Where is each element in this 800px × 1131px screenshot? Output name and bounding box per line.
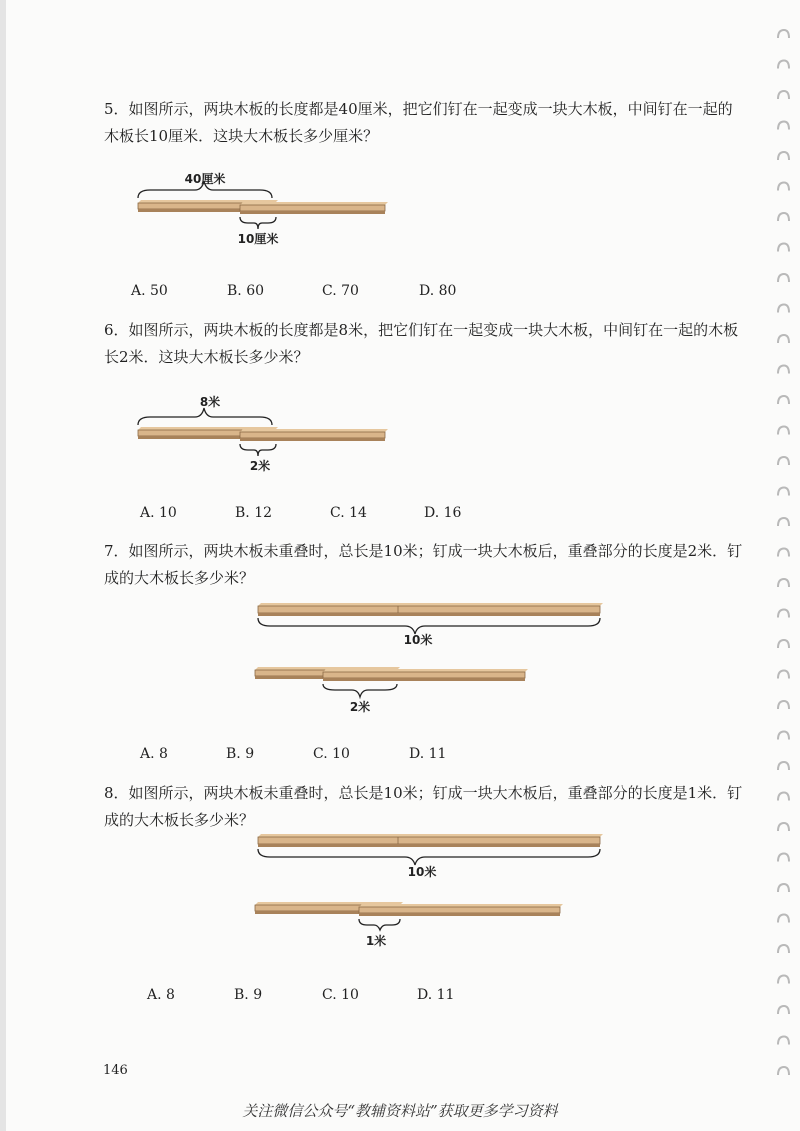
spiral-ring (778, 183, 789, 191)
spiral-ring (778, 396, 789, 404)
spiral-ring (778, 976, 789, 984)
label-2m-q7: 2米 (349, 700, 371, 714)
label-10m-q8: 10米 (407, 865, 437, 879)
brace-8m (138, 408, 272, 425)
option-c[interactable]: C. 10 (313, 746, 350, 762)
label-2m: 2米 (249, 459, 271, 473)
option-d[interactable]: D. 11 (417, 987, 455, 1003)
question-8 (104, 780, 744, 834)
option-b[interactable]: B. 9 (226, 746, 255, 762)
spiral-ring (778, 457, 789, 465)
option-d[interactable]: D. 16 (424, 505, 462, 521)
spiral-ring (778, 579, 789, 587)
spiral-ring (778, 30, 789, 38)
spiral-ring (778, 732, 789, 740)
question-8-figure (250, 827, 620, 952)
spiral-ring (778, 488, 789, 496)
label-1m: 1米 (365, 934, 387, 948)
spiral-ring (778, 518, 789, 526)
option-b[interactable]: B. 60 (227, 283, 265, 299)
option-a[interactable]: A. 50 (131, 283, 168, 299)
plank-right (240, 202, 388, 214)
page-number: 146 (103, 1063, 128, 1078)
spiral-ring (778, 793, 789, 801)
option-c[interactable]: C. 70 (322, 283, 359, 299)
spiral-ring (778, 823, 789, 831)
question-6 (104, 317, 744, 371)
spiral-ring (778, 122, 789, 130)
label-10m: 10米 (403, 633, 433, 647)
question-5-figure (130, 165, 400, 255)
question-5-text: 5．如图所示，两块木板的长度都是40厘米，把它们钉在一起变成一块大木板，中间钉在一起的木板长10厘米．这块大木板长多少厘米？ (104, 100, 733, 145)
spiral-ring (778, 427, 789, 435)
spiral-ring (778, 549, 789, 557)
page-edge (0, 0, 6, 1131)
plank-right (323, 669, 528, 681)
spiral-binding (774, 20, 792, 1100)
spiral-ring (778, 305, 789, 313)
plank-right (240, 429, 388, 441)
spiral-ring (778, 640, 789, 648)
question-6-figure (130, 392, 400, 482)
spiral-ring (778, 335, 789, 343)
question-7-text: 7．如图所示，两块木板未重叠时，总长是10米；钉成一块大木板后，重叠部分的长度是2米．钉成的大木板长多少米？ (104, 542, 743, 587)
spiral-ring (778, 61, 789, 69)
spiral-ring (778, 1006, 789, 1014)
label-8m: 8米 (199, 395, 221, 409)
question-5 (104, 96, 744, 150)
option-a[interactable]: A. 8 (147, 987, 175, 1003)
question-6-text: 6．如图所示，两块木板的长度都是8米，把它们钉在一起变成一块大木板，中间钉在一起的木板长2米．这块大木板长多少米？ (104, 321, 739, 366)
spiral-ring (778, 610, 789, 618)
option-d[interactable]: D. 11 (409, 746, 447, 762)
plank-full (258, 834, 603, 847)
option-c[interactable]: C. 10 (322, 987, 359, 1003)
spiral-ring (778, 274, 789, 282)
spiral-ring (778, 213, 789, 221)
brace-10m-q8 (258, 849, 600, 865)
plank-full (258, 603, 603, 616)
brace-10m (258, 618, 600, 634)
spiral-ring (778, 152, 789, 160)
label-10cm: 10厘米 (237, 232, 279, 246)
label-40cm: 40厘米 (184, 172, 226, 186)
spiral-ring (778, 854, 789, 862)
footer-note: 关注微信公众号“教辅资料站”获取更多学习资料 (242, 1102, 558, 1120)
question-7 (104, 538, 744, 592)
spiral-ring (778, 884, 789, 892)
spiral-ring (778, 1037, 789, 1045)
brace-1m (359, 919, 400, 930)
spiral-ring (778, 701, 789, 709)
brace-2m (240, 444, 276, 456)
question-7-figure (250, 596, 620, 721)
spiral-ring (778, 91, 789, 99)
option-b[interactable]: B. 9 (234, 987, 263, 1003)
option-a[interactable]: A. 8 (140, 746, 168, 762)
spiral-ring (778, 945, 789, 953)
spiral-ring (778, 1067, 789, 1075)
spiral-ring (778, 671, 789, 679)
brace-2m-q7 (323, 684, 397, 697)
spiral-ring (778, 762, 789, 770)
plank-right (359, 904, 563, 916)
brace-10cm (240, 217, 276, 229)
spiral-ring (778, 244, 789, 252)
option-a[interactable]: A. 10 (140, 505, 177, 521)
question-8-text: 8．如图所示，两块木板未重叠时，总长是10米；钉成一块大木板后，重叠部分的长度是1米．钉成的大木板长多少米？ (104, 784, 743, 829)
option-b[interactable]: B. 12 (235, 505, 273, 521)
spiral-ring (778, 915, 789, 923)
option-d[interactable]: D. 80 (419, 283, 457, 299)
spiral-ring (778, 366, 789, 374)
option-c[interactable]: C. 14 (330, 505, 367, 521)
